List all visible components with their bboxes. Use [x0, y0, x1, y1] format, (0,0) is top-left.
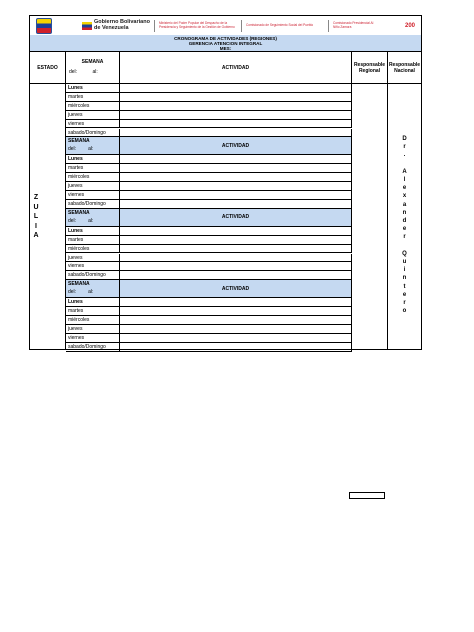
day-cell: martes [66, 307, 120, 316]
week-header-actividad: ACTIVIDAD [120, 137, 352, 155]
activity-cell[interactable] [120, 120, 352, 129]
activity-cell[interactable] [120, 164, 352, 173]
ministry2-text: Comisionado de Seguimiento Social del Pueblo [245, 22, 314, 27]
schedule-sheet [29, 15, 422, 350]
week-header-semana [66, 209, 120, 227]
day-cell: jueves [66, 182, 120, 191]
nacional-name-letter: D [402, 136, 407, 142]
week-al-label: al: [88, 289, 94, 296]
day-cell: miércoles [66, 245, 120, 254]
activity-cell[interactable] [120, 93, 352, 102]
nacional-name-letter: r [403, 300, 406, 306]
activity-cell[interactable] [120, 173, 352, 182]
title-banner [30, 35, 421, 52]
semana-label: SEMANA [81, 59, 104, 65]
nacional-name-letter: d [402, 218, 407, 224]
activity-cell[interactable] [120, 102, 352, 111]
day-cell: viernes [66, 120, 120, 129]
week-date-range [68, 288, 119, 296]
day-cell: miércoles [66, 102, 120, 111]
title-line-3: MES: [219, 46, 232, 52]
responsable-nacional-column [388, 84, 421, 350]
week-semana-label: SEMANA [68, 281, 90, 288]
nacional-name-letter: r [403, 144, 406, 151]
gob-line-2: de Venezuela [94, 24, 129, 31]
day-cell: sabado/Domingo [66, 343, 120, 352]
blank-box [349, 492, 385, 499]
nacional-name-letter: Q [402, 250, 407, 257]
col-header-resp-regional [352, 52, 388, 84]
day-cell: jueves [66, 254, 120, 263]
day-cell: miércoles [66, 316, 120, 325]
nacional-name-letter: l [403, 177, 406, 183]
activity-cell[interactable] [120, 227, 352, 236]
day-cell: sabado/Domingo [66, 271, 120, 280]
title-line-1: CRONOGRAMA DE ACTIVIDADES (REGIONES) [174, 36, 277, 41]
gob-line-1: Gobierno Bolivariano [94, 19, 150, 25]
week-header-semana [66, 280, 120, 298]
nacional-name-letter: n [402, 275, 407, 282]
activity-cell[interactable] [120, 182, 352, 191]
day-cell: viernes [66, 191, 120, 200]
week-del-label: del: [68, 146, 77, 153]
activity-cell[interactable] [120, 155, 352, 164]
week-semana-label: SEMANA [68, 138, 90, 145]
day-cell: martes [66, 164, 120, 173]
activity-cell[interactable] [120, 325, 352, 334]
actividad-label: ACTIVIDAD [221, 64, 250, 71]
nacional-name-letter: r [403, 234, 406, 241]
estado-letter: U [33, 203, 39, 211]
col-header-resp-nacional [388, 52, 421, 84]
nacional-name-letter: A [402, 168, 407, 175]
nacional-name-letter: n [402, 209, 407, 216]
activity-cell[interactable] [120, 236, 352, 245]
activity-cell[interactable] [120, 111, 352, 120]
activity-cell[interactable] [120, 334, 352, 343]
divider [328, 20, 329, 32]
day-cell: viernes [66, 334, 120, 343]
responsable-regional-column [352, 84, 388, 350]
nacional-name-letter: o [402, 308, 407, 315]
nacional-name-letter: x [402, 193, 407, 200]
activity-cell[interactable] [120, 298, 352, 307]
week-al-label: al: [88, 146, 94, 153]
day-cell: jueves [66, 325, 120, 334]
activity-cell[interactable] [120, 343, 352, 352]
day-cell: Lunes [66, 84, 120, 93]
del-label: del: [69, 69, 78, 75]
week-al-label: al: [88, 217, 94, 224]
col-header-semana [66, 52, 120, 84]
nacional-name-letter: . [403, 152, 406, 159]
estado-letter: I [35, 222, 37, 230]
week-semana-label: SEMANA [68, 209, 90, 216]
emblem-icon [36, 18, 52, 34]
al-label: al: [92, 69, 98, 75]
day-cell: sabado/Domingo [66, 200, 120, 209]
nacional-name-letter: i [403, 267, 406, 274]
nacional-name-letter: e [402, 185, 407, 192]
day-cell: Lunes [66, 227, 120, 236]
ministry-text: Ministerio del Poder Popular del Despacho de la Presidencia y Seguimiento de la Gestión de Gobierno [158, 20, 235, 29]
title-line-2: GERENCIA ATENCION INTEGRAL [188, 41, 263, 47]
nacional-name-letter: u [402, 259, 407, 265]
nacional-name-letter: t [403, 283, 406, 290]
day-cell: jueves [66, 111, 120, 120]
government-logo-text [94, 20, 150, 31]
resp-nacional-label: Responsable Nacional [388, 61, 421, 74]
activity-cell[interactable] [120, 262, 352, 271]
activity-cell[interactable] [120, 254, 352, 263]
activity-cell[interactable] [120, 316, 352, 325]
activity-cell[interactable] [120, 84, 352, 93]
bicentennial-logo: 200 [404, 22, 415, 29]
resp-regional-label: Responsable Regional [353, 61, 386, 74]
estado-letter: L [33, 213, 39, 220]
week-date-range [68, 145, 119, 153]
day-cell: Lunes [66, 298, 120, 307]
activity-cell[interactable] [120, 245, 352, 254]
week-header-actividad: ACTIVIDAD [120, 280, 352, 298]
week-header-semana [66, 137, 120, 155]
day-cell: sabado/Domingo [66, 129, 120, 138]
nacional-name-letter: e [402, 226, 407, 233]
activity-cell[interactable] [120, 307, 352, 316]
week-header-actividad: ACTIVIDAD [120, 209, 352, 227]
activity-cell[interactable] [120, 271, 352, 280]
day-cell: Lunes [66, 155, 120, 164]
col-header-actividad [120, 52, 352, 84]
col-header-estado [30, 52, 66, 84]
day-cell: martes [66, 236, 120, 245]
activity-cell[interactable] [120, 191, 352, 200]
divider [241, 20, 242, 32]
divider [154, 20, 155, 32]
activity-cell[interactable] [120, 200, 352, 209]
ministry3-text: Comisionado Presidencial Al Niño Zamora [332, 20, 374, 29]
estado-letter: Z [33, 194, 39, 201]
week-date-range [68, 217, 119, 225]
day-cell: martes [66, 93, 120, 102]
logo-bar [30, 16, 421, 36]
nacional-name-letter: e [402, 291, 407, 298]
week-del-label: del: [68, 289, 77, 296]
nacional-name-letter: a [402, 201, 407, 208]
estado-letter: A [33, 232, 39, 239]
activity-cell[interactable] [120, 129, 352, 138]
day-cell: miércoles [66, 173, 120, 182]
day-cell: viernes [66, 262, 120, 271]
venezuela-flag-icon [82, 22, 92, 30]
week-del-label: del: [68, 217, 77, 224]
estado-label: ESTADO [37, 64, 58, 71]
